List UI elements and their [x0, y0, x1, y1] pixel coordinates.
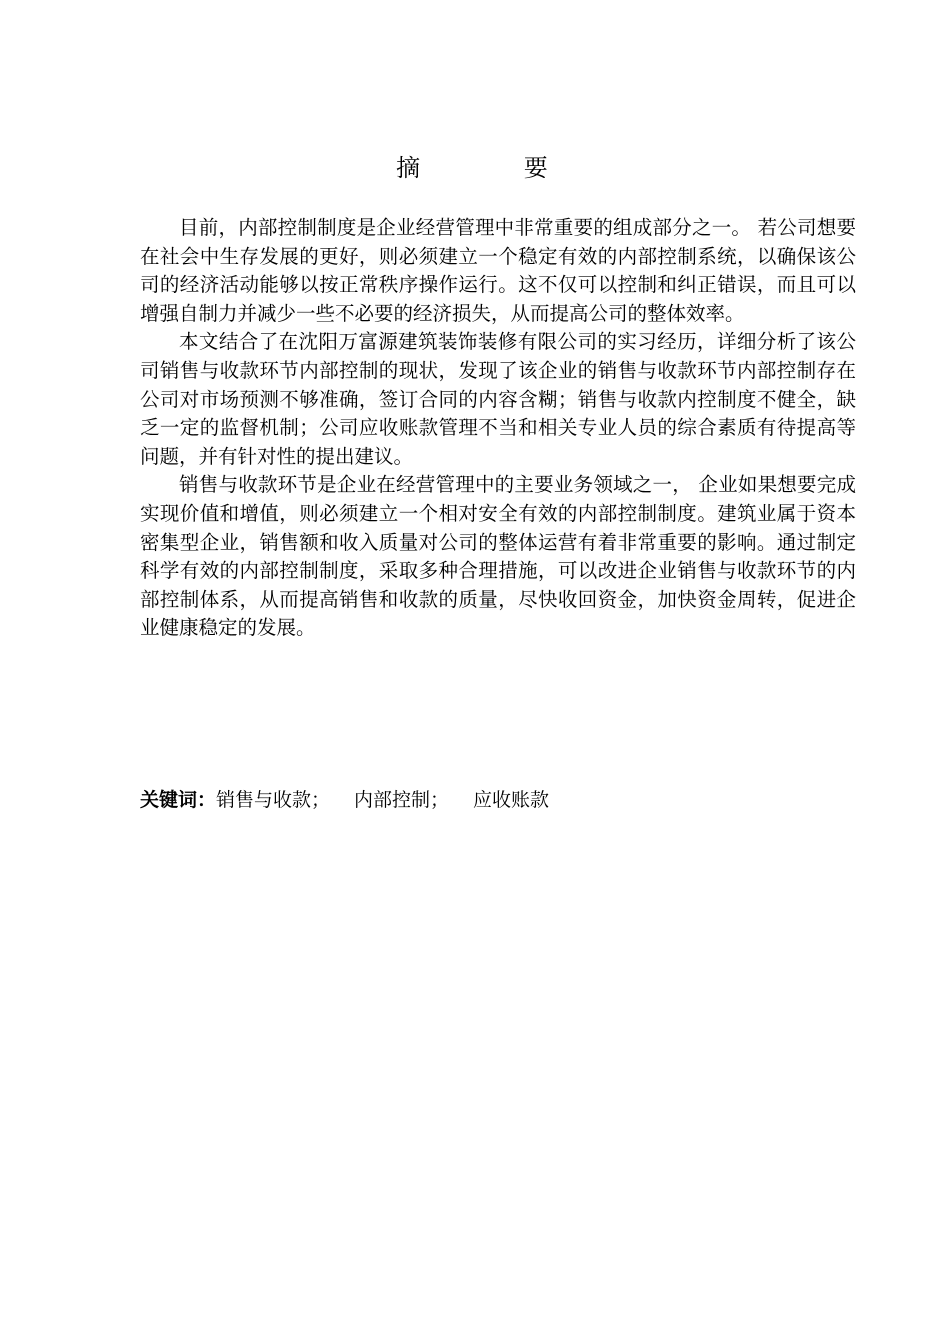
- keywords-line: [140, 786, 856, 814]
- keyword-item: 内部控制；: [354, 789, 450, 811]
- abstract-paragraph-1: 目前，内部控制制度是企业经营管理中非常重要的组成部分之一。 若公司想要在社会中生存发展的更好，则必须建立一个稳定有效的内部控制系统，以确保该公司的经济活动能够以按正常秩序操作运行。这不仅可以控制和纠正错误，而且可以增强自制力并减少一些不必要的经济损失，从而提高公司的整体效率。: [140, 216, 856, 325]
- abstract-paragraph-2: 本文结合了在沈阳万富源建筑装饰装修有限公司的实习经历，详细分析了该公司销售与收款环节内部控制的现状，发现了该企业的销售与收款环节内部控制存在公司对市场预测不够准确，签订合同的内容含糊；销售与收款内控制度不健全，缺乏一定的监督机制；公司应收账款管理不当和相关专业人员的综合素质有待提高等问题，并有针对性的提出建议。: [140, 330, 856, 468]
- abstract-title: 摘 要: [396, 154, 596, 182]
- keywords-label: 关键词：: [140, 789, 217, 811]
- abstract-paragraph-3: 销售与收款环节是企业在经营管理中的主要业务领域之一， 企业如果想要完成实现价值和增值，则必须建立一个相对安全有效的内部控制制度。建筑业属于资本密集型企业，销售额和收入质量对公司的整体运营有着非常重要的影响。通过制定科学有效的内部控制制度，采取多种合理措施，可以改进企业销售与收款环节的内部控制体系，从而提高销售和收款的质量，尽快收回资金，加快资金周转，促进企业健康稳定的发展。: [140, 473, 856, 640]
- abstract-body: [140, 214, 856, 643]
- keyword-item: 应收账款: [473, 789, 550, 811]
- keyword-item: 销售与收款；: [216, 789, 331, 811]
